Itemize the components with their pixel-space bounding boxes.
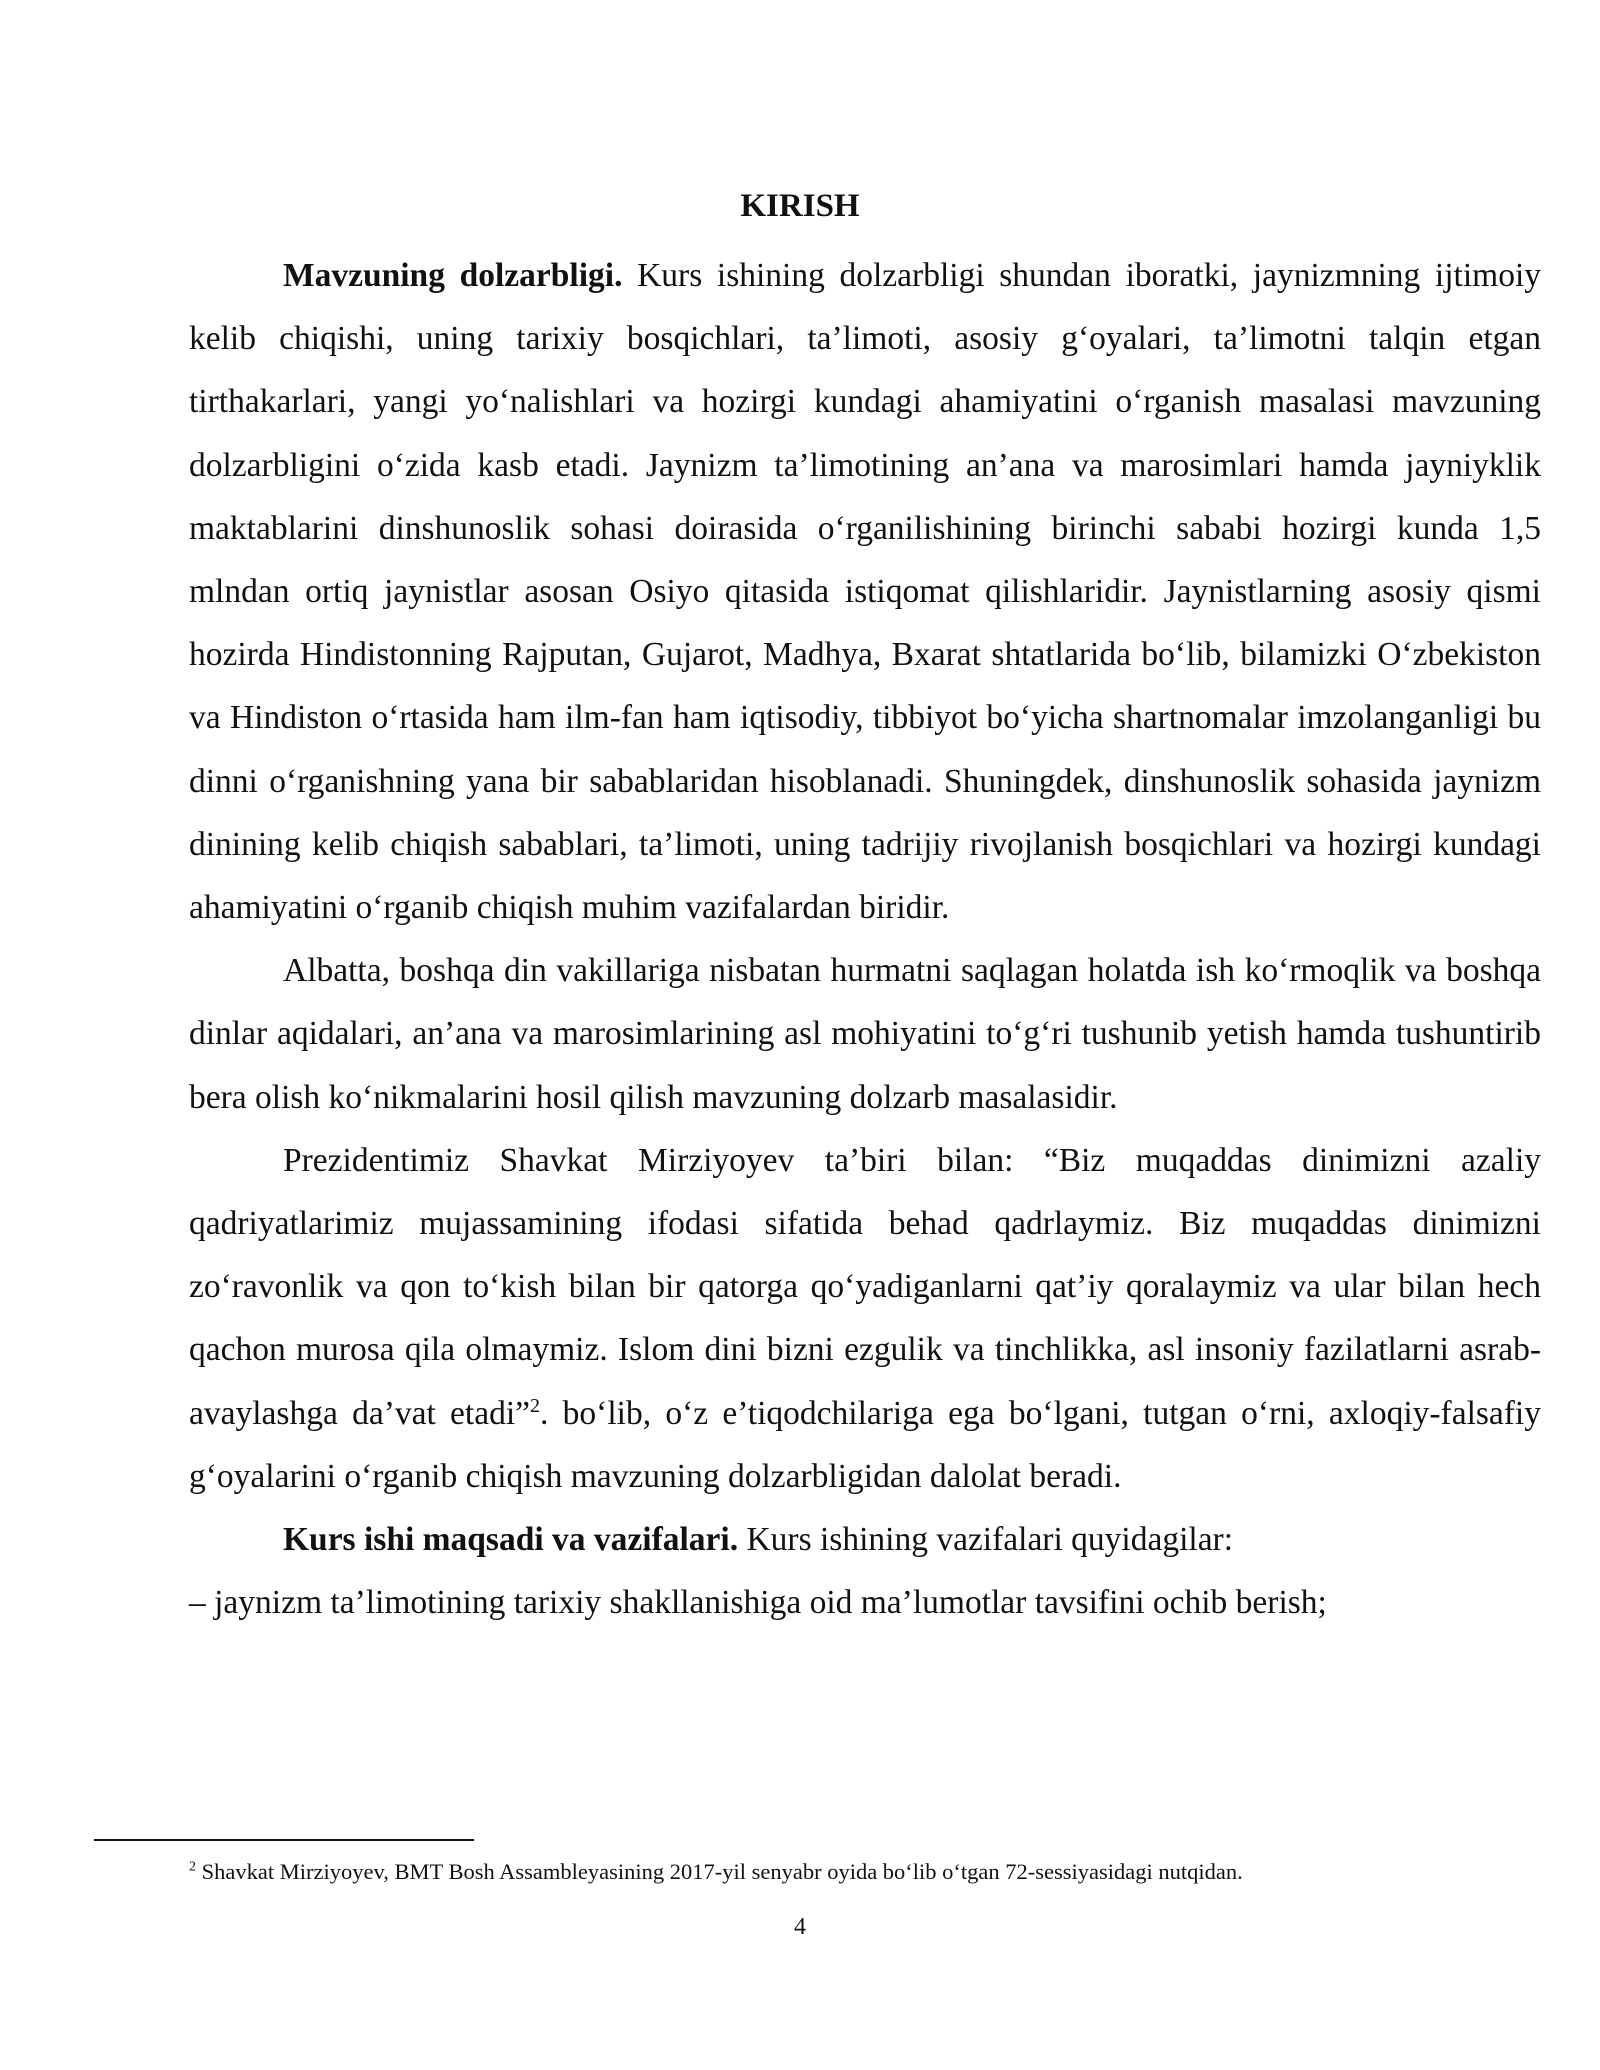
page-title: KIRISH — [740, 188, 860, 224]
paragraph-text-goals: Kurs ishining vazifalari quyidagilar: — [746, 1521, 1234, 1559]
paragraph-text-relevance: Kurs ishining dolzarbligi shundan iboratki, jaynizmning ijtimoiy kelib chiqishi, uning tarixiy bosqichlari, ta’limoti, asosiy g‘oyalari, ta’limotni talqin etgan tirthakarlari, yangi yo‘nalishlari va hozirgi kundagi ahamiyatini o‘rganish masalasi mavzuning dolzarbligini o‘zida kasb etadi. Jaynizm ta’limotining an’ana va marosimlari hamda jayniyklik maktablarini dinshunoslik sohasi doirasida o‘rganilishining birinchi sababi hozirgi kunda 1,5 mlndan ortiq jaynistlar asosan Osiyo qitasida istiqomat qilishlaridir. Jaynistlarning asosiy qismi hozirda Hindistonning Rajputan, Gujarot, Madhya, Bxarat shtatlarida bo‘lib, bilamizki O‘zbekiston va Hindiston o‘rtasida ham ilm-fan ham iqtisodiy, tibbiyot bo‘yicha shartnomalar imzolanganligi bu dinni o‘rganishning yana bir sabablaridan hisoblanadi. Shuningdek, dinshunoslik sohasida jaynizm dinining kelib chiqish sabablari, ta’limoti, uning tadrijiy rivojlanish bosqichlari va hozirgi kundagi ahamiyatini o‘rganib chiqish muhim vazifalardan biridir. — [189, 257, 1542, 927]
paragraph-relevance — [189, 244, 1541, 939]
paragraph-text-quote: Prezidentimiz Shavkat Mirziyoyev ta’biri bilan: “Biz muqaddas dinimizni azaliy qadriyatlarimiz mujassamining ifodasi sifatida behad qadrlaymiz. Biz muqaddas dinimizni zo‘ravonlik va qon to‘kish bilan bir qatorga qo‘yadiganlarni qat’iy qoralaymiz va ular bilan hech qachon murosa qila olmaymiz. Islom dini bizni ezgulik va tinchlikka, asl insoniy fazilatlarni asrab-avaylashga da’vat etadi” — [189, 1141, 1541, 1432]
paragraph-lead-goals: Kurs ishi maqsadi va vazifalari. — [283, 1521, 739, 1559]
footnote-number: 2 — [189, 1859, 196, 1875]
page-body — [189, 244, 1541, 1634]
paragraph-text-quote-after: . bo‘lib, o‘z e’tiqodchilariga ega bo‘lgani, tutgan o‘rni, axloqiy-falsafiy g‘oyalarini o‘rganib chiqish mavzuning dolzarbligidan dalolat beradi. — [189, 1394, 1541, 1495]
footnote — [189, 1857, 1541, 1887]
paragraph-lead-relevance: Mavzuning dolzarbligi. — [283, 257, 623, 294]
page-number: 4 — [794, 1914, 806, 1940]
paragraph-president-quote — [189, 1129, 1541, 1508]
paragraph-text-respect: Albatta, boshqa din vakillariga nisbatan hurmatni saqlagan holatda ish ko‘rmoqlik va boshqa dinlar aqidalari, an’ana va marosimlarining asl mohiyatini to‘g‘ri tushunib yetish hamda tushuntirib bera olish ko‘nikmalarini hosil qilish mavzuning dolzarb masalasidir. — [189, 952, 1541, 1116]
task-list-item — [189, 1571, 1541, 1634]
footnote-divider — [94, 1839, 474, 1841]
paragraph-goals — [189, 1508, 1541, 1571]
footnote-text: Shavkat Mirziyoyev, BMT Bosh Assambleyasining 2017-yil senyabr oyida bo‘lib o‘tgan 72-sessiyasidagi nutqidan. — [201, 1859, 1243, 1884]
task-list-item-text: – jaynizm ta’limotining tarixiy shakllanishiga oid ma’lumotlar tavsifini ochib berish; — [189, 1584, 1327, 1622]
paragraph-respect — [189, 939, 1541, 1129]
footnote-reference[interactable]: 2 — [530, 1394, 541, 1417]
